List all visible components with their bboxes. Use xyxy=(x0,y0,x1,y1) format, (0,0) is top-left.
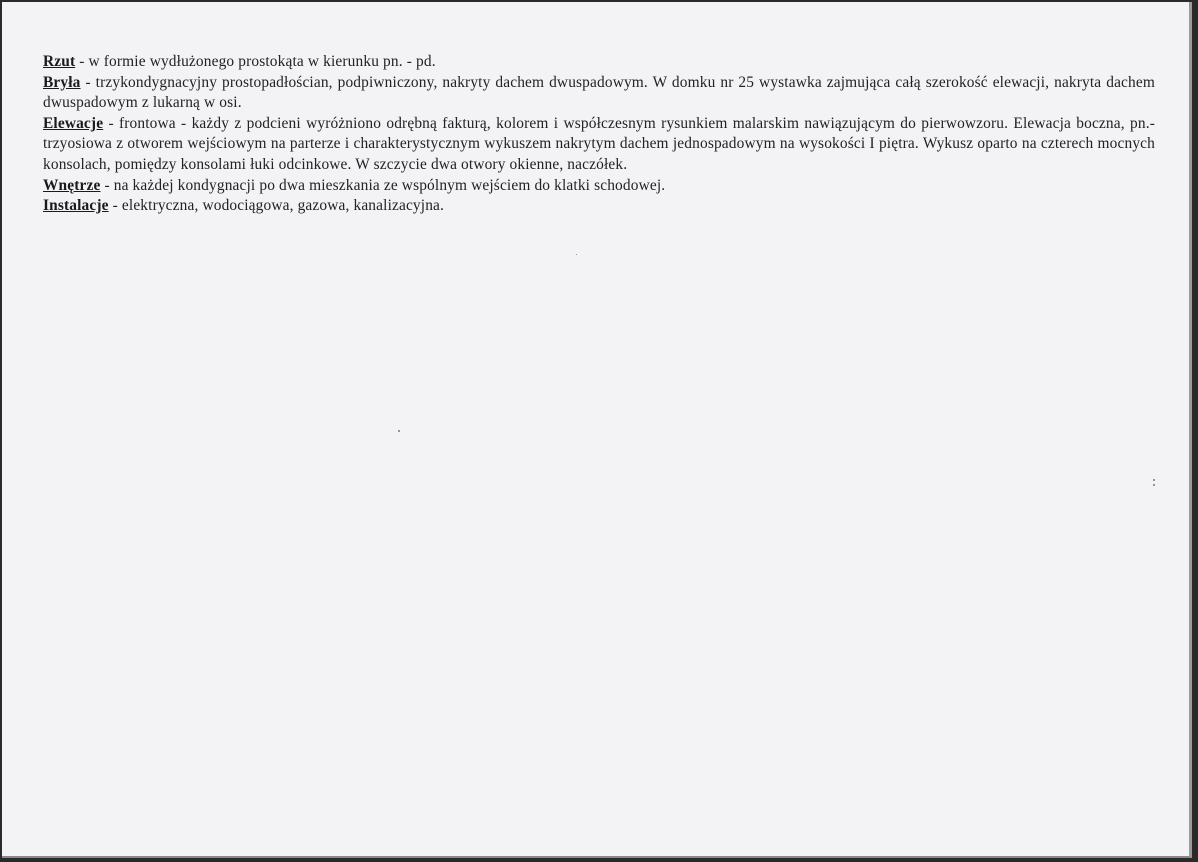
entry-term: Rzut xyxy=(43,53,76,70)
entry-bryla xyxy=(43,73,1155,114)
entry-separator: - xyxy=(103,114,119,132)
entry-text: trzykondygnacyjny prostopadłościan, podpiwniczony, nakryty dachem dwuspadowym. W domku nr 25 wystawka zajmująca całą szerokość elewacji, nakryta dachem dwuspadowym z lukarną w osi. xyxy=(43,73,1155,112)
scan-speck xyxy=(576,254,577,255)
entry-term: Instalacje xyxy=(43,197,109,215)
scan-speck xyxy=(398,430,400,432)
scan-speck xyxy=(1153,484,1155,486)
entry-term: Bryła xyxy=(43,73,81,91)
document-card xyxy=(2,2,1192,858)
entry-text: frontowa - każdy z podcieni wyróżniono odrębną fakturą, kolorem i współczesnym rysunkiem malarskim nawiązującym do pierwowzoru. Elewacja boczna, pn.- trzyosiowa z otworem wejściowym na parterze i charakterystycznym wykuszem nakrytym dachem jednospadowym na wysokości I piętra. Wykusz oparto na czterech mocnych konsolach, pomiędzy konsolami łuki odcinkowe. W szczycie dwa otwory okienne, naczółek. xyxy=(43,114,1155,173)
entry-separator: - xyxy=(75,53,89,70)
entry-text: na każdej kondygnacji po dwa mieszkania ze wspólnym wejściem do klatki schodowej. xyxy=(113,176,666,194)
entry-text: elektryczna, wodociągowa, gazowa, kanalizacyjna. xyxy=(121,197,445,215)
document-body xyxy=(43,52,1155,217)
entry-instalacje xyxy=(43,196,1155,217)
entry-separator: - xyxy=(80,73,96,91)
scan-speck xyxy=(1153,479,1155,481)
entry-term: Wnętrze xyxy=(43,176,101,194)
entry-text: w formie wydłużonego prostokąta w kierunku pn. - pd. xyxy=(88,53,436,70)
entry-separator: - xyxy=(108,197,122,215)
entry-wnetrze xyxy=(43,176,1155,197)
entry-separator: - xyxy=(100,176,114,194)
entry-rzut xyxy=(43,52,1155,73)
entry-term: Elewacje xyxy=(43,114,104,132)
entry-elewacje xyxy=(43,114,1155,176)
